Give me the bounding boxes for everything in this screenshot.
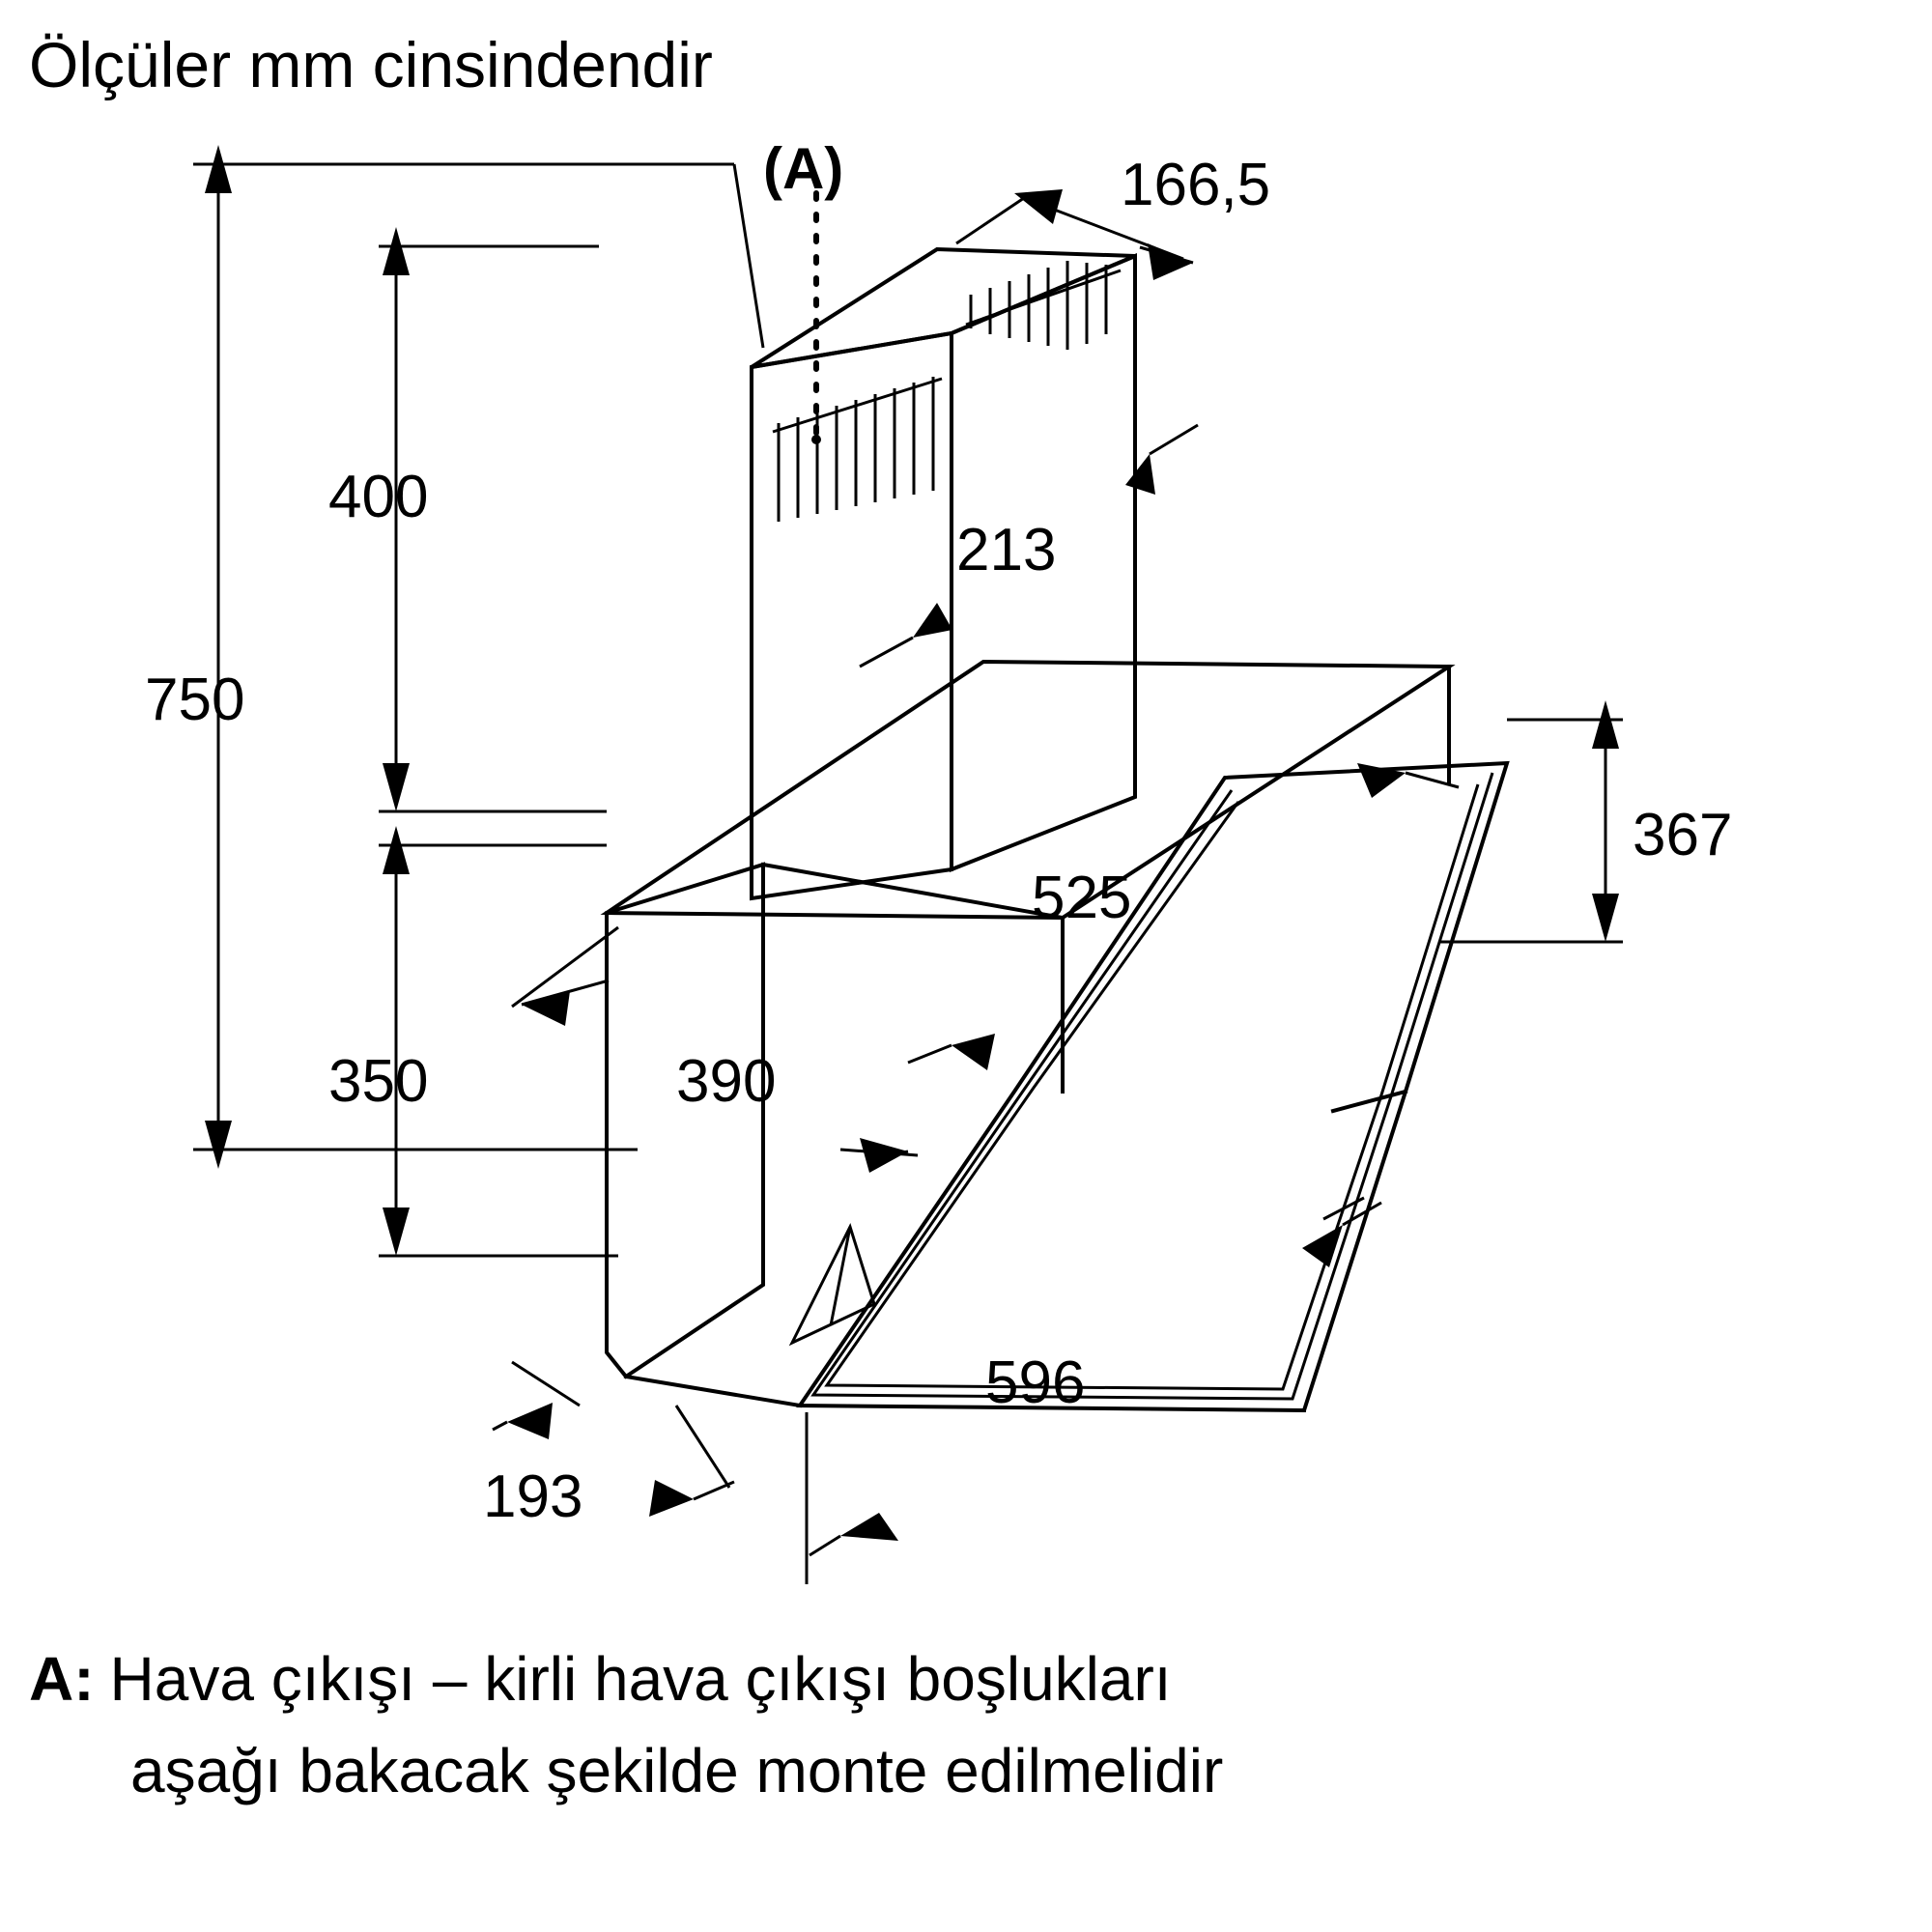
dimension-525-label: 525 <box>1032 865 1132 931</box>
footnote-line-2: aşağı bakacak şekilde monte edilmelidir <box>130 1736 1224 1805</box>
dimension-750 <box>145 145 763 1169</box>
dimension-350-label: 350 <box>328 1048 429 1115</box>
dimension-213 <box>860 425 1198 667</box>
footnote-key: A: <box>29 1644 95 1714</box>
chimney-front-face <box>752 333 952 898</box>
chimney-vent-slots-side <box>966 261 1121 350</box>
units-note: Ölçüler mm cinsindendir <box>29 29 713 100</box>
dimension-213-label: 213 <box>956 517 1057 583</box>
dimension-400-label: 400 <box>328 464 429 530</box>
air-outlet-indicator <box>811 193 821 444</box>
dimension-166-5 <box>956 152 1270 280</box>
dimension-193-label: 193 <box>483 1463 583 1530</box>
footnote-line-1 <box>29 1644 1172 1714</box>
dimension-596 <box>810 1198 1381 1555</box>
body-bottom-edge <box>626 1377 800 1406</box>
dimension-750-label: 750 <box>145 667 245 733</box>
dimension-400 <box>328 227 607 811</box>
dimension-350 <box>328 826 618 1256</box>
footnote-text-1: Hava çıkışı – kirli hava çıkışı boşlukları <box>109 1644 1172 1714</box>
dimension-367-label: 367 <box>1633 802 1733 868</box>
dimension-596-label: 596 <box>985 1350 1086 1416</box>
dimension-390-label: 390 <box>676 1048 777 1115</box>
dimension-390 <box>512 927 918 1173</box>
air-outlet-label: (A) <box>763 136 844 201</box>
dimension-367 <box>1439 700 1732 942</box>
dimension-166-5-label: 166,5 <box>1121 152 1271 218</box>
chimney-vent-slots-front <box>773 377 942 522</box>
